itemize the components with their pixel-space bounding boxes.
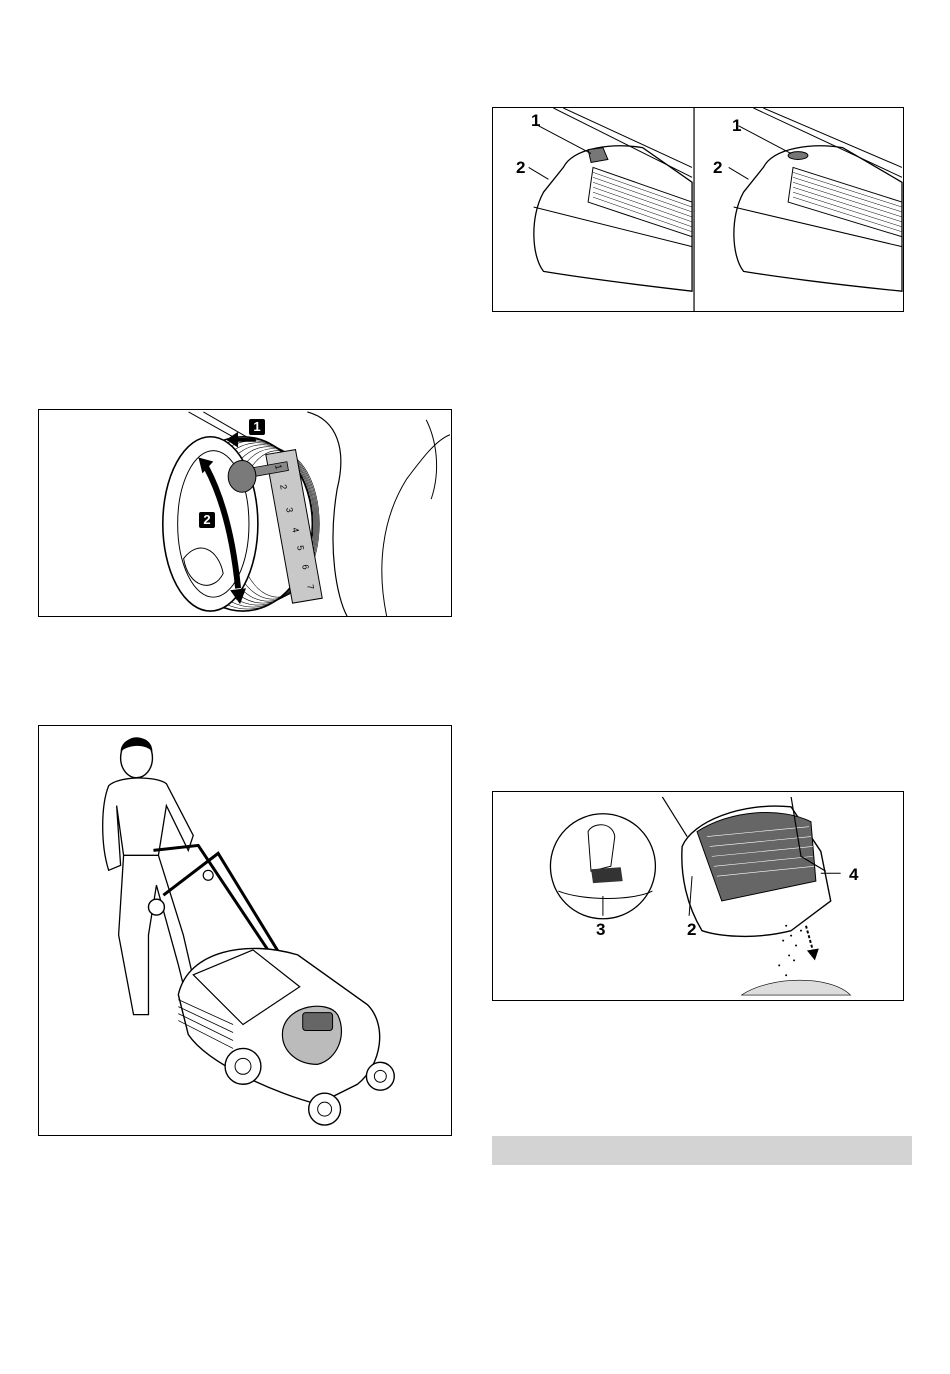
callout-4: 4 bbox=[849, 865, 859, 884]
figure-empty-catcher bbox=[492, 791, 904, 1001]
callout-2: 2 bbox=[687, 920, 697, 939]
figure-operator-mowing bbox=[38, 725, 452, 1136]
callout-3: 3 bbox=[596, 920, 606, 939]
empty-catcher-illustration bbox=[493, 792, 903, 1000]
step-badge-1: 1 bbox=[249, 419, 265, 435]
scale-mark-3: 3 bbox=[284, 506, 295, 514]
scale-mark-5: 5 bbox=[295, 544, 306, 552]
figure-cutting-height-adjust bbox=[38, 409, 452, 617]
wheel-lever-illustration bbox=[39, 410, 451, 616]
callout-right-2: 2 bbox=[713, 158, 723, 177]
scale-mark-7: 7 bbox=[305, 583, 316, 591]
scale-mark-6: 6 bbox=[300, 563, 311, 571]
callout-right-1: 1 bbox=[732, 116, 742, 135]
scale-mark-1: 1 bbox=[273, 463, 284, 471]
operator-illustration bbox=[39, 726, 451, 1135]
scale-mark-2: 2 bbox=[278, 483, 289, 491]
callout-left-2: 2 bbox=[516, 158, 526, 177]
scale-mark-4: 4 bbox=[290, 526, 301, 534]
section-header-bar bbox=[492, 1136, 912, 1165]
callout-left-1: 1 bbox=[531, 111, 541, 130]
catcher-indicator-illustration bbox=[493, 108, 903, 311]
figure-catcher-indicator bbox=[492, 107, 904, 312]
step-badge-2: 2 bbox=[199, 512, 215, 528]
